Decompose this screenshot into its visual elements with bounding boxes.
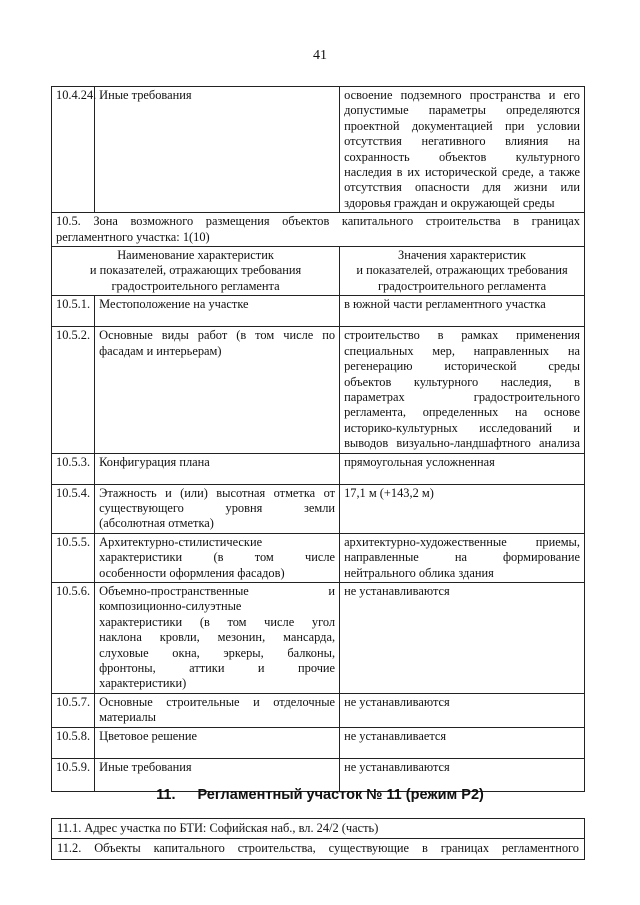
table-row bbox=[52, 87, 585, 213]
zone-caption: 10.5. Зона возможного размещения объектов капитального строительства в границах регламентного участка: 1(10) bbox=[52, 213, 585, 247]
characteristic-value: 17,1 м (+143,2 м) bbox=[340, 484, 585, 533]
table-row bbox=[52, 453, 585, 484]
characteristic-name: Иные требования bbox=[95, 87, 340, 213]
header-value-column: Значения характеристик и показателей, отражающих требования градостроительного регламента bbox=[340, 247, 585, 296]
row-number: 10.5.5. bbox=[52, 533, 95, 582]
table-row bbox=[52, 327, 585, 453]
table-row bbox=[52, 819, 585, 839]
row-number: 10.5.1. bbox=[52, 296, 95, 327]
objects-cell: 11.2. Объекты капитального строительства, существующие в границах регламентного bbox=[52, 839, 585, 859]
row-number: 10.4.24. bbox=[52, 87, 95, 213]
characteristic-value: прямоугольная усложненная bbox=[340, 453, 585, 484]
characteristic-name: Иные требования bbox=[95, 758, 340, 791]
characteristic-value: строительство в рамках применения специальных мер, направленных на регенерацию исторической среды объектов культурного наследия, в параметрах градостроительного регламента, определенных на основе историко-культурных исследований и выводов визуально-ландшафтного анализа bbox=[340, 327, 585, 453]
characteristic-value: в южной части регламентного участка bbox=[340, 296, 585, 327]
characteristic-value: не устанавливаются bbox=[340, 582, 585, 693]
table-row bbox=[52, 839, 585, 859]
characteristic-name: Цветовое решение bbox=[95, 727, 340, 758]
row-number: 10.5.6. bbox=[52, 582, 95, 693]
table-row bbox=[52, 582, 585, 693]
row-number: 10.5.8. bbox=[52, 727, 95, 758]
table-row bbox=[52, 533, 585, 582]
characteristic-name: Основные строительные и отделочные материалы bbox=[95, 693, 340, 727]
characteristic-name: Архитектурно-стилистические характеристики (в том числе особенности оформления фасадов) bbox=[95, 533, 340, 582]
regulation-table bbox=[51, 86, 585, 792]
characteristic-name: Этажность и (или) высотная отметка от существующего уровня земли (абсолютная отметка) bbox=[95, 484, 340, 533]
table-row bbox=[52, 693, 585, 727]
characteristic-value: освоение подземного пространства и его допустимые параметры определяются проектной документацией при условии отсутствия негативного влияния на сохранность объектов культурного наследия в их исторической среде, а также отсутствия опасности для жизни или здоровья граждан и окружающей среды bbox=[340, 87, 585, 213]
characteristic-value: не устанавливаются bbox=[340, 758, 585, 791]
section-11-table bbox=[51, 818, 585, 860]
zone-row bbox=[52, 213, 585, 247]
header-name-column: Наименование характеристик и показателей, отражающих требования градостроительного регламента bbox=[52, 247, 340, 296]
characteristic-value: архитектурно-художественные приемы, направленные на формирование нейтрального облика здания bbox=[340, 533, 585, 582]
address-cell: 11.1. Адрес участка по БТИ: Софийская наб., вл. 24/2 (часть) bbox=[52, 819, 585, 839]
header-row bbox=[52, 247, 585, 296]
characteristic-value: не устанавливается bbox=[340, 727, 585, 758]
characteristic-value: не устанавливаются bbox=[340, 693, 585, 727]
row-number: 10.5.3. bbox=[52, 453, 95, 484]
characteristic-name: Объемно-пространственные и композиционно-силуэтные характеристики (в том числе угол наклона кровли, мезонин, мансарда, слуховые окна, эркеры, балконы, фронтоны, аттики и прочие характеристики) bbox=[95, 582, 340, 693]
row-number: 10.5.9. bbox=[52, 758, 95, 791]
table-row bbox=[52, 484, 585, 533]
table-row bbox=[52, 296, 585, 327]
section-title: Регламентный участок № 11 (режим Р2) bbox=[197, 787, 484, 803]
section-heading bbox=[0, 787, 640, 803]
table-row bbox=[52, 727, 585, 758]
characteristic-name: Основные виды работ (в том числе по фасадам и интерьерам) bbox=[95, 327, 340, 453]
characteristic-name: Конфигурация плана bbox=[95, 453, 340, 484]
row-number: 10.5.7. bbox=[52, 693, 95, 727]
row-number: 10.5.2. bbox=[52, 327, 95, 453]
row-number: 10.5.4. bbox=[52, 484, 95, 533]
characteristic-name: Местоположение на участке bbox=[95, 296, 340, 327]
section-number: 11. bbox=[156, 787, 176, 803]
page-number: 41 bbox=[313, 48, 327, 63]
